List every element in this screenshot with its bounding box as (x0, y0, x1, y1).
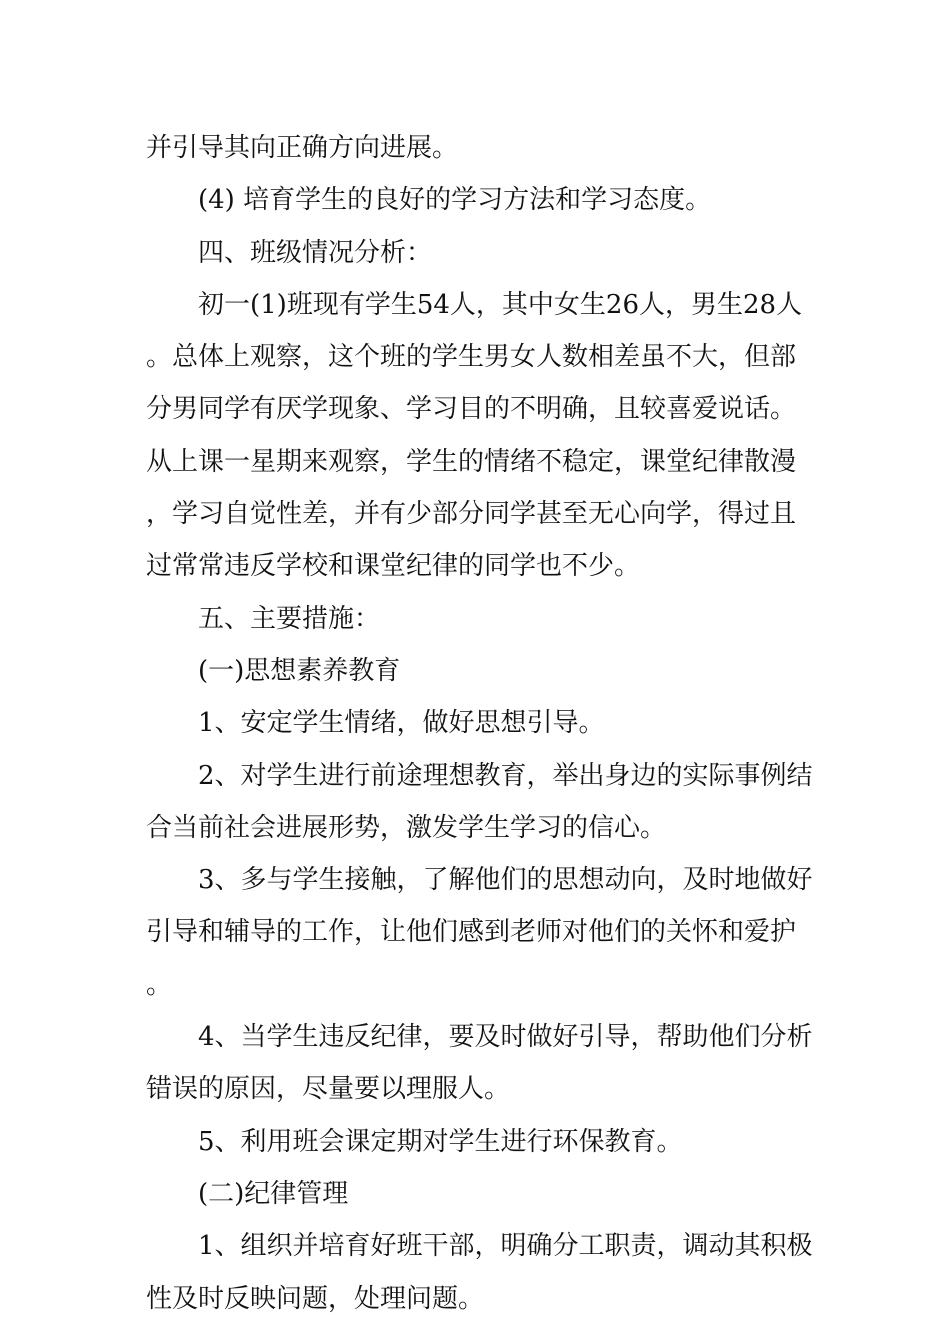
list-item-1: 1、安定学生情绪，做好思想引导。 (198, 708, 605, 739)
section-heading-class-analysis: 四、班级情况分析： (198, 237, 433, 268)
list-item-5: 5、利用班会课定期对学生进行环保教育。 (198, 1126, 683, 1157)
section-heading-main-measures: 五、主要措施： (198, 603, 381, 634)
list-item-3: 3、多与学生接触，了解他们的思想动向，及时地做好引导和辅导的工作，让他们感到老师对他们的关怀和爱护。 (146, 865, 813, 1000)
subheading-ideological-education: (一)思想素养教育 (198, 655, 401, 686)
paragraph-1: 并引导其向正确方向进展。 (146, 133, 459, 163)
list-item-2: 2、对学生进行前途理想教育，举出身边的实际事例结合当前社会进展形势，激发学生学习的信心。 (146, 760, 813, 843)
paragraph-2: (4) 培育学生的良好的学习方法和学习态度。 (198, 185, 712, 216)
list-item-discipline-1: 1、组织并培育好班干部，明确分工职责，调动其积极性及时反映问题，处理问题。 (146, 1231, 813, 1314)
subheading-discipline-management: (二)纪律管理 (198, 1178, 349, 1209)
list-item-4: 4、当学生违反纪律，要及时做好引导，帮助他们分析错误的原因，尽量要以理服人。 (146, 1022, 813, 1105)
document-body (146, 122, 818, 1325)
paragraph-class-analysis: 初一(1)班现有学生54人，其中女生26人，男生28人。总体上观察，这个班的学生男女人数相差虽不大，但部分男同学有厌学现象、学习目的不明确，且较喜爱说话。从上课一星期来观察，学生的情绪不稳定，课堂纪律散漫，学习自觉性差，并有少部分同学甚至无心向学，得过且过常常违反学校和课堂纪律的同学也不少。 (146, 289, 803, 582)
